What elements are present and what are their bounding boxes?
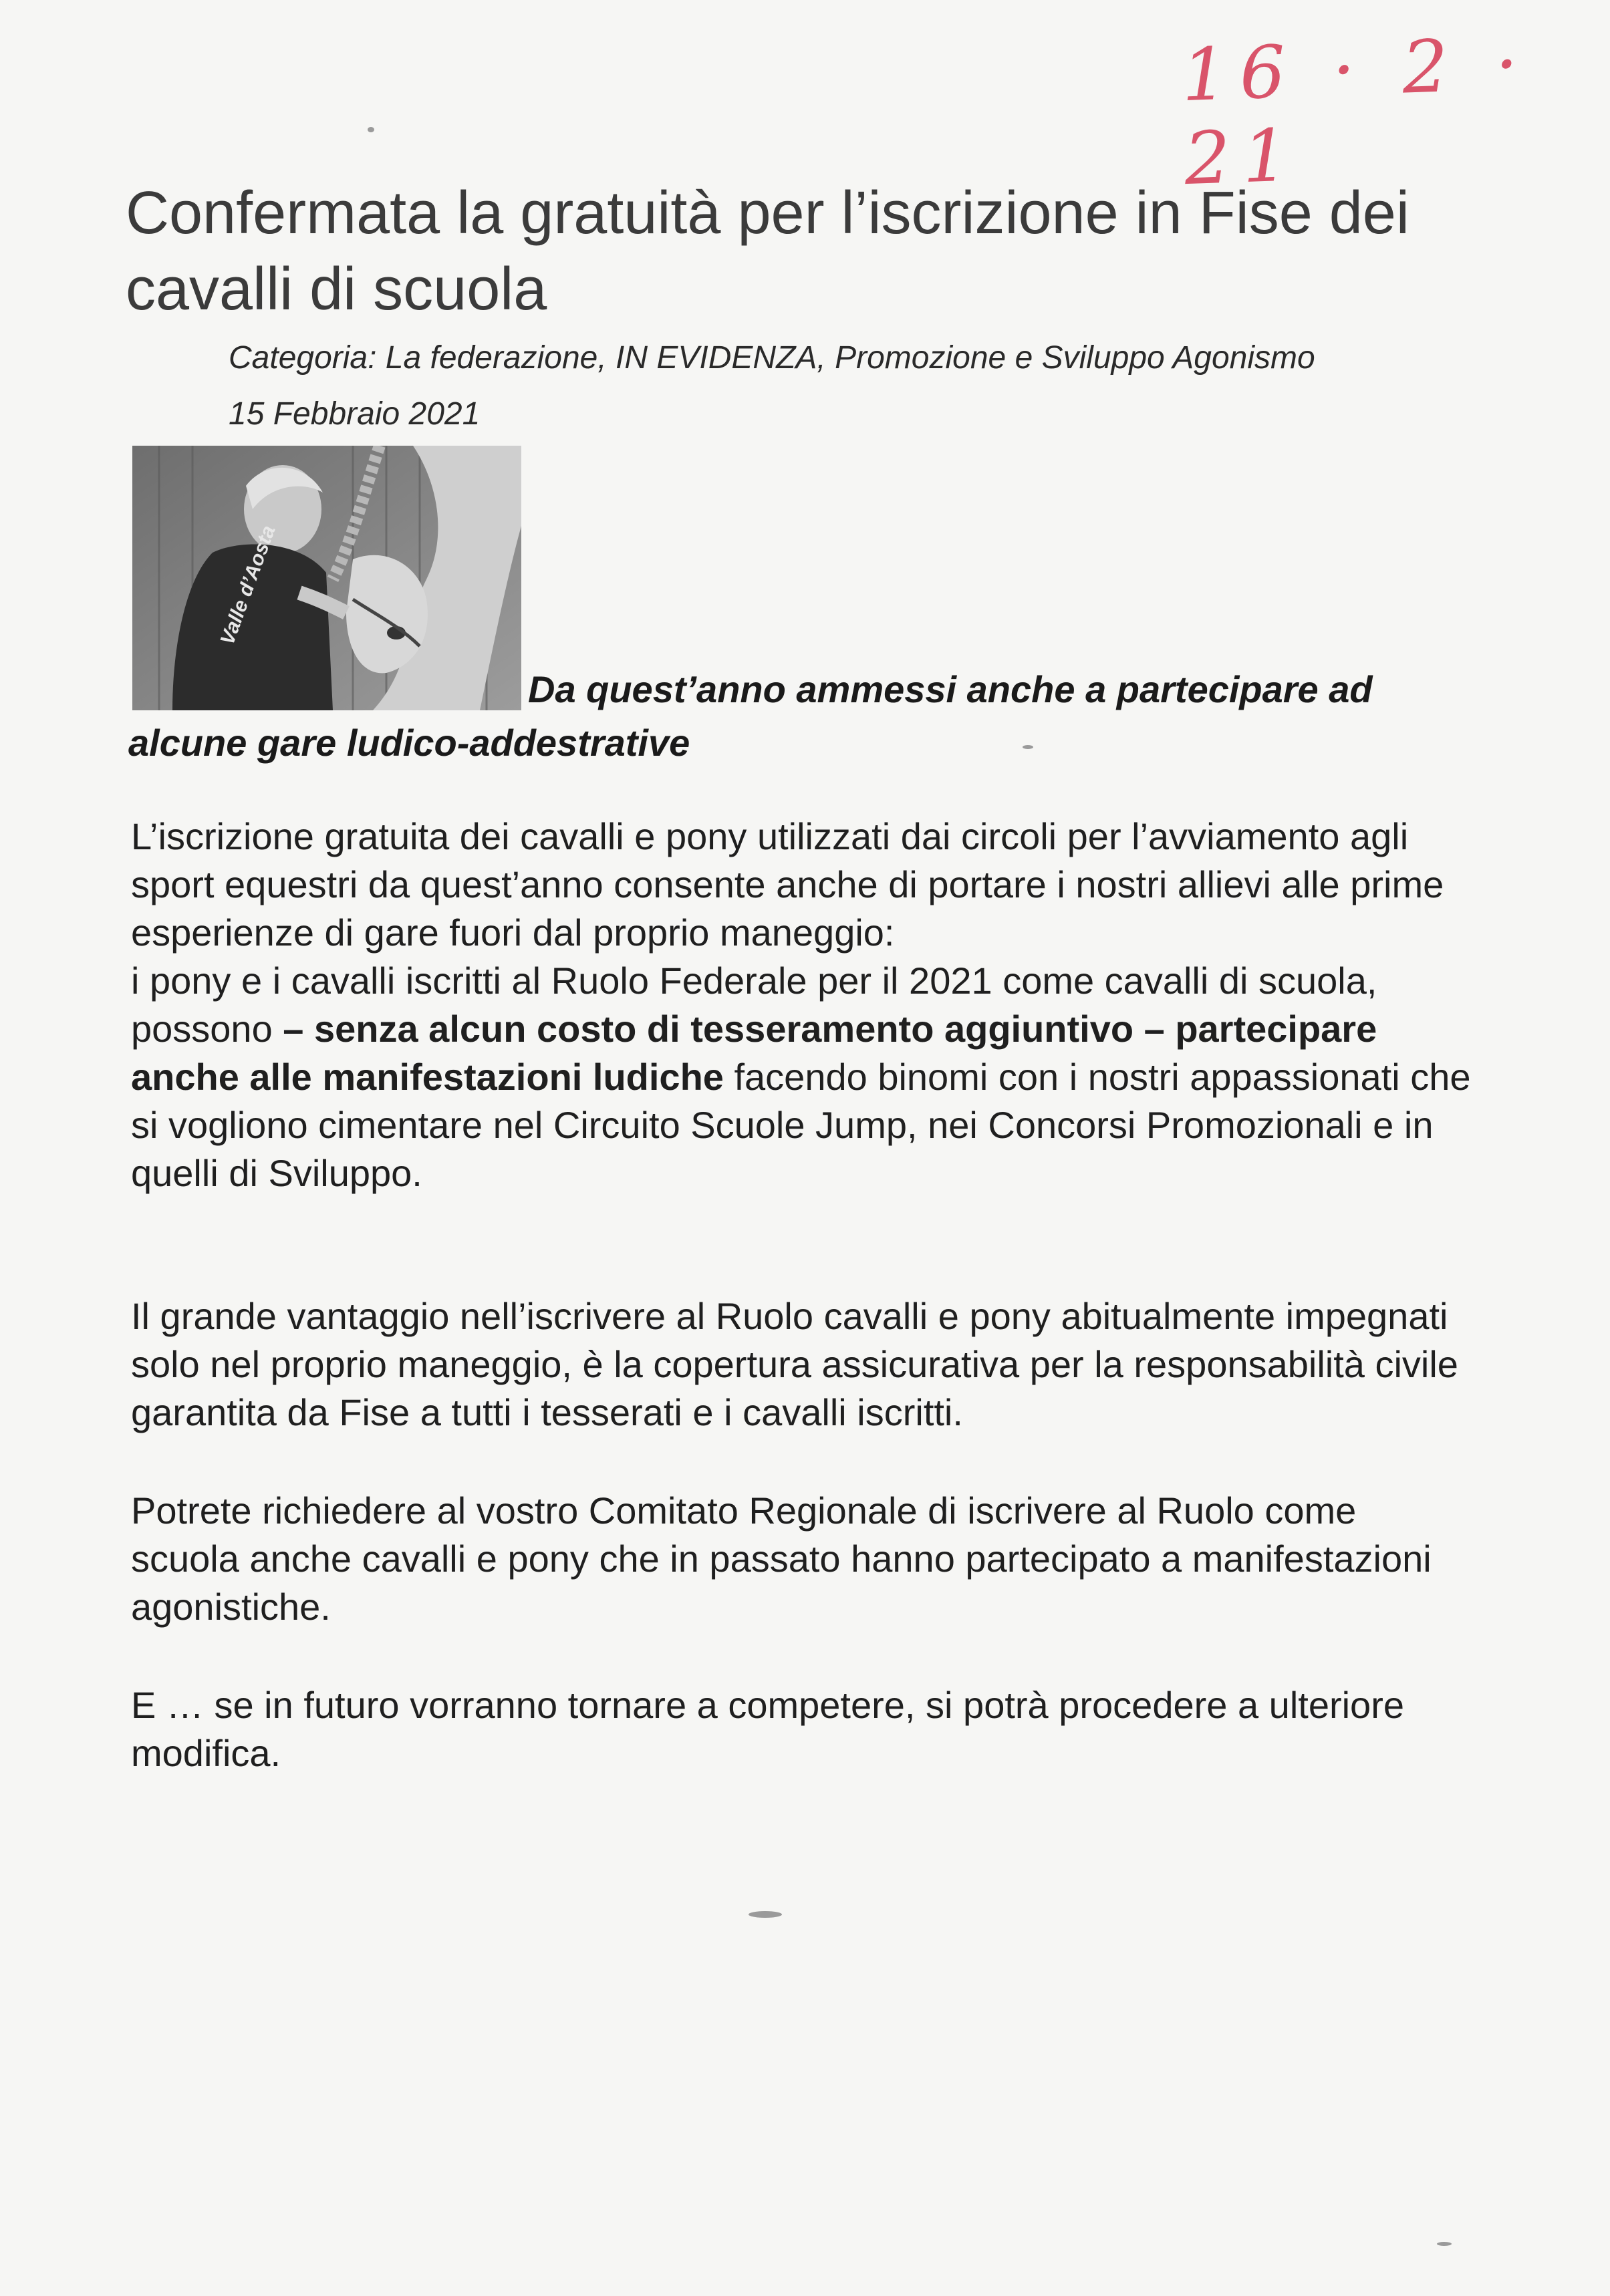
paragraph-2: Il grande vantaggio nell’iscrivere al Ruolo cavalli e pony abitualmente impegnati solo nel proprio maneggio, è la copertura assicurativa per la responsabilità civile garantita da Fise a tutti i tesserati e i cavalli iscritti. <box>131 1295 1458 1433</box>
paragraph-1-line-end: facendo binomi con i nostri appassionati che si vogliono cimentare nel Circuito Scuole Jump, nei Concorsi Promozionali e in quelli di Sviluppo. <box>131 1056 1471 1194</box>
article-subtitle: Da quest’anno ammessi anche a partecipare ad alcune gare ludico-addestrative <box>128 668 1373 764</box>
article-category: Categoria: La federazione, IN EVIDENZA, Promozione e Sviluppo Agonismo <box>229 340 1315 376</box>
paragraph-4: E … se in futuro vorranno tornare a competere, si potrà procedere a ulteriore modifica. <box>131 1684 1404 1774</box>
scan-speck <box>1023 745 1033 749</box>
scan-speck <box>749 1911 782 1918</box>
paragraph-1-bold: – senza alcun costo di tesseramento aggiuntivo – partecipare anche alle manifestazioni ludiche <box>131 1008 1377 1098</box>
paragraph-1-intro: L’iscrizione gratuita dei cavalli e pony utilizzati dai circoli per l’avviamento agli sport equestri da quest’anno consente anche di portare i nostri allievi alle prime esperienze di gare fuori dal proprio maneggio: <box>131 815 1444 954</box>
paragraph-3: Potrete richiedere al vostro Comitato Regionale di iscrivere al Ruolo come scuola anche cavalli e pony che in passato hanno partecipato a manifestazioni agonistiche. <box>131 1489 1432 1628</box>
paragraph-1 <box>131 813 1474 1197</box>
article-date: 15 Febbraio 2021 <box>229 396 481 432</box>
article-title: Confermata la gratuità per l’iscrizione in Fise dei cavalli di scuola <box>126 180 1410 323</box>
paragraph-1-line-start: i pony e i cavalli iscritti al Ruolo Federale per il 2021 come cavalli di scuola, possono <box>131 960 1377 1050</box>
scan-speck <box>368 127 374 132</box>
photo-shirt-text: Valle d’Aosta <box>216 523 280 648</box>
scan-speck <box>1437 2242 1452 2246</box>
handwritten-date: 16 · 2 · 21 <box>1180 22 1532 202</box>
